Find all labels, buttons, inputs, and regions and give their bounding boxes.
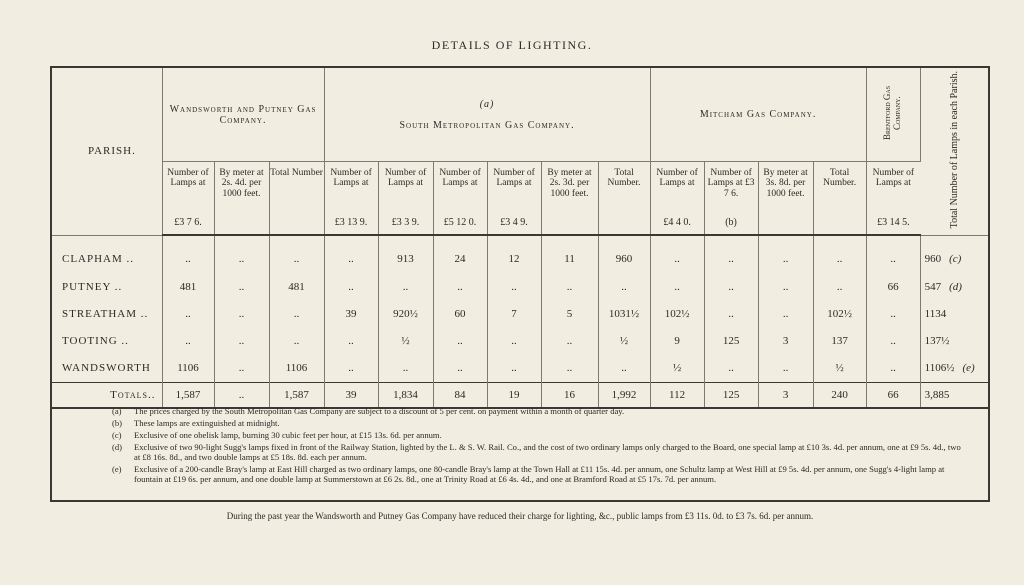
parish-total-note: (d) (949, 281, 962, 294)
totals-cell: .. (214, 383, 269, 409)
footnote-label: (e) (112, 464, 122, 474)
brentford-company-header (866, 68, 920, 162)
column-header-text: By meter at 3s. 8d. per 1000 feet. (763, 168, 808, 199)
footnote (112, 464, 962, 485)
footer-note: During the past year the Wandsworth and Putney Gas Company have reduced their charge for lighting, &c., public lamps from £3 11s. 0d. to £3 7s. 6d. per annum. (226, 511, 814, 521)
parish-total-cell (920, 235, 988, 274)
table-cell: 920½ (378, 301, 433, 328)
parish-total: 1106½ (924, 362, 955, 375)
table-cell: .. (487, 274, 541, 301)
table-cell: ½ (650, 355, 704, 383)
table-cell: 1106 (162, 355, 214, 383)
table-cell: .. (162, 328, 214, 355)
parish-total-cell (920, 328, 988, 355)
footnote (112, 442, 962, 463)
parish-total: 1134 (924, 308, 947, 321)
table-cell: .. (541, 355, 598, 383)
table-cell: .. (487, 355, 541, 383)
footnote-text: Exclusive of one obelisk lamp, burning 30 cubic feet per hour, at £15 13s. 6d. per annum. (134, 430, 442, 440)
table-cell: .. (269, 235, 324, 274)
column-header-text: Number of Lamps at (384, 168, 427, 189)
footnote-label: (d) (112, 442, 123, 452)
table-cell: 39 (324, 301, 378, 328)
table-cell: 481 (162, 274, 214, 301)
table-cell: 9 (650, 328, 704, 355)
totals-cell: 16 (541, 383, 598, 409)
column-header-text: Number of Lamps at (167, 168, 209, 189)
totals-cell: 1,587 (162, 383, 214, 409)
grand-total: 3,885 (920, 383, 988, 409)
footnote-label: (b) (112, 418, 123, 428)
table-cell: .. (214, 274, 269, 301)
table-cell: 3 (758, 328, 813, 355)
column-header-text: Number of Lamps at (330, 168, 372, 189)
table-cell: .. (324, 328, 378, 355)
parish-total: 547 (924, 281, 942, 294)
parish-total-cell (920, 274, 988, 301)
table-cell: .. (433, 355, 487, 383)
table-cell: .. (324, 274, 378, 301)
table-cell: 1106 (269, 355, 324, 383)
parish-total-cell (920, 355, 988, 383)
column-header-text: Total Number. (607, 168, 641, 189)
table-row (52, 274, 988, 301)
table-cell: .. (704, 355, 758, 383)
table-cell: .. (487, 328, 541, 355)
parish-total: 137½ (924, 335, 950, 348)
table-cell: .. (214, 355, 269, 383)
column-header (487, 162, 541, 236)
column-header (598, 162, 650, 236)
south-metropolitan-header (324, 68, 650, 162)
table-cell: 102½ (650, 301, 704, 328)
table-cell: .. (378, 355, 433, 383)
table-cell: .. (866, 235, 920, 274)
column-header (433, 162, 487, 236)
brentford-label: Brentford Gas Company. (882, 85, 903, 141)
table-row (52, 301, 988, 328)
column-header-price: £3 7 6. (174, 217, 202, 228)
column-header-price: £4 4 0. (663, 217, 691, 228)
table-row (52, 328, 988, 355)
table-cell: 7 (487, 301, 541, 328)
parish-total: 960 (924, 252, 942, 265)
footnote-label: (c) (112, 430, 122, 440)
totals-row (52, 383, 988, 409)
column-header-price: £3 3 9. (391, 217, 420, 228)
table-cell: .. (704, 301, 758, 328)
table-cell: .. (214, 235, 269, 274)
table-cell: .. (433, 328, 487, 355)
parish-header: PARISH. (52, 68, 162, 235)
table-cell: .. (866, 355, 920, 383)
parish-name: TOOTING .. (52, 328, 162, 355)
totals-cell: 112 (650, 383, 704, 409)
parish-total-note: (c) (949, 252, 962, 265)
total-lamps-header (920, 68, 988, 235)
table-cell: .. (813, 235, 866, 274)
south-metropolitan-label: South Metropolitan Gas Company. (399, 119, 575, 131)
column-header (162, 162, 214, 236)
footnote (112, 406, 962, 416)
table-cell: .. (269, 328, 324, 355)
table-cell: 481 (269, 274, 324, 301)
parish-total-note: (e) (962, 362, 975, 375)
table-cell: .. (269, 301, 324, 328)
table-cell: 24 (433, 235, 487, 274)
table-cell: .. (704, 235, 758, 274)
parish-name: STREATHAM .. (52, 301, 162, 328)
footnote-text: Exclusive of two 90-light Sugg's lamps fixed in front of the Railway Station, lighted by the L. & S. W. Rail. Co., and the cost of two ordinary lamps only charged to the Board, one special lamp at £10 3s. 4d. per annum, one at £9 5s. 4d., two at £8 16s. 8d., and two double lamps at £5 18s. 8d. each per annum. (134, 442, 961, 463)
table-cell: .. (598, 274, 650, 301)
column-header-text: Number of Lamps at (656, 168, 698, 189)
column-header (269, 162, 324, 236)
column-header (866, 162, 920, 236)
table-cell: 1031½ (598, 301, 650, 328)
footnote-text: The prices charged by the South Metropolitan Gas Company are subject to a discount of 5 per cent. on payment within a month of quarter day. (134, 406, 625, 416)
column-header-text: By meter at 2s. 4d. per 1000 feet. (219, 168, 264, 199)
table-cell: .. (866, 328, 920, 355)
table-cell: ½ (378, 328, 433, 355)
table-cell: .. (214, 328, 269, 355)
column-header (758, 162, 813, 236)
table-cell: .. (758, 235, 813, 274)
table-cell: .. (758, 355, 813, 383)
column-header (650, 162, 704, 236)
table-cell: .. (433, 274, 487, 301)
table-cell: .. (704, 274, 758, 301)
totals-cell: 1,992 (598, 383, 650, 409)
table-cell: .. (324, 235, 378, 274)
table-cell: .. (598, 355, 650, 383)
column-header-price: £3 14 5. (877, 217, 910, 228)
column-header-price: £3 4 9. (500, 217, 528, 228)
footnote-text: These lamps are extinguished at midnight. (134, 418, 280, 428)
table-cell: 5 (541, 301, 598, 328)
totals-cell: 1,587 (269, 383, 324, 409)
column-header (704, 162, 758, 236)
table-cell: ½ (813, 355, 866, 383)
column-header-price: £5 12 0. (443, 217, 477, 228)
page-title: DETAILS OF LIGHTING. (431, 38, 593, 52)
table-cell: 12 (487, 235, 541, 274)
column-header-text: By meter at 2s. 3d. per 1000 feet. (547, 168, 592, 199)
totals-cell: 3 (758, 383, 813, 409)
table-cell: .. (650, 235, 704, 274)
totals-label: Totals.. (52, 383, 162, 409)
table-cell: 137 (813, 328, 866, 355)
table-row (52, 355, 988, 383)
column-header-price: (b) (725, 217, 737, 228)
column-header (813, 162, 866, 236)
table-cell: 102½ (813, 301, 866, 328)
column-header (214, 162, 269, 236)
totals-cell: 66 (866, 383, 920, 409)
table-cell: 60 (433, 301, 487, 328)
table-cell: .. (214, 301, 269, 328)
footnote (112, 430, 962, 440)
lighting-table (52, 68, 988, 409)
table-cell: .. (813, 274, 866, 301)
totals-cell: 240 (813, 383, 866, 409)
totals-cell: 125 (704, 383, 758, 409)
footnote (112, 418, 962, 428)
table-cell: .. (541, 328, 598, 355)
totals-cell: 1,834 (378, 383, 433, 409)
parish-name: PUTNEY .. (52, 274, 162, 301)
table-cell: .. (162, 301, 214, 328)
table-cell: 960 (598, 235, 650, 274)
column-header (541, 162, 598, 236)
parish-total-cell (920, 301, 988, 328)
column-header-text: Number of Lamps at (439, 168, 481, 189)
table-cell: ½ (598, 328, 650, 355)
column-header-price: £3 13 9. (334, 217, 368, 228)
south-metropolitan-note-mark: (a) (479, 98, 495, 110)
totals-cell: 39 (324, 383, 378, 409)
parish-name: CLAPHAM .. (52, 235, 162, 274)
column-header-text: Number of Lamps at (872, 168, 915, 189)
table-cell: 913 (378, 235, 433, 274)
table-cell: .. (541, 274, 598, 301)
table-cell: .. (758, 301, 813, 328)
wandsworth-company-header: Wandsworth and Putney Gas Company. (162, 68, 324, 162)
column-header-text: Total Number (270, 168, 323, 178)
table-cell: 125 (704, 328, 758, 355)
column-header-text: Total Number. (823, 168, 857, 189)
table-cell: .. (650, 274, 704, 301)
table-cell: .. (378, 274, 433, 301)
totals-cell: 19 (487, 383, 541, 409)
table-cell: .. (162, 235, 214, 274)
parish-name: WANDSWORTH (52, 355, 162, 383)
mitcham-company-header: Mitcham Gas Company. (650, 68, 866, 162)
column-header (324, 162, 378, 236)
table-cell: 11 (541, 235, 598, 274)
column-header-text: Number of Lamps at (493, 168, 535, 189)
table-cell: 66 (866, 274, 920, 301)
total-lamps-label: Total Number of Lamps in each Parish. (948, 71, 960, 229)
table-cell: .. (866, 301, 920, 328)
totals-cell: 84 (433, 383, 487, 409)
footnote-text: Exclusive of a 200-candle Bray's lamp at East Hill charged as two ordinary lamps, one 80-candle Bray's lamp at the Town Hall at £11 15s. 4d. per annum, one Schultz lamp at West Hill at £9 5s. 4d. per annum, one Sugg's 4-light lamp at fountain at £19 6s. per annum, and one double lamp at Summerstown at £6 2s. 8d., one at Trinity Road at £6 4s. 4d., and one at Bramford Road at £5 17s. 7d. per annum. (134, 464, 945, 485)
table-row (52, 235, 988, 274)
table-cell: .. (324, 355, 378, 383)
column-header-text: Number of Lamps at £3 7 6. (707, 168, 755, 199)
table-cell: .. (758, 274, 813, 301)
column-header (378, 162, 433, 236)
footnote-label: (a) (112, 406, 122, 416)
